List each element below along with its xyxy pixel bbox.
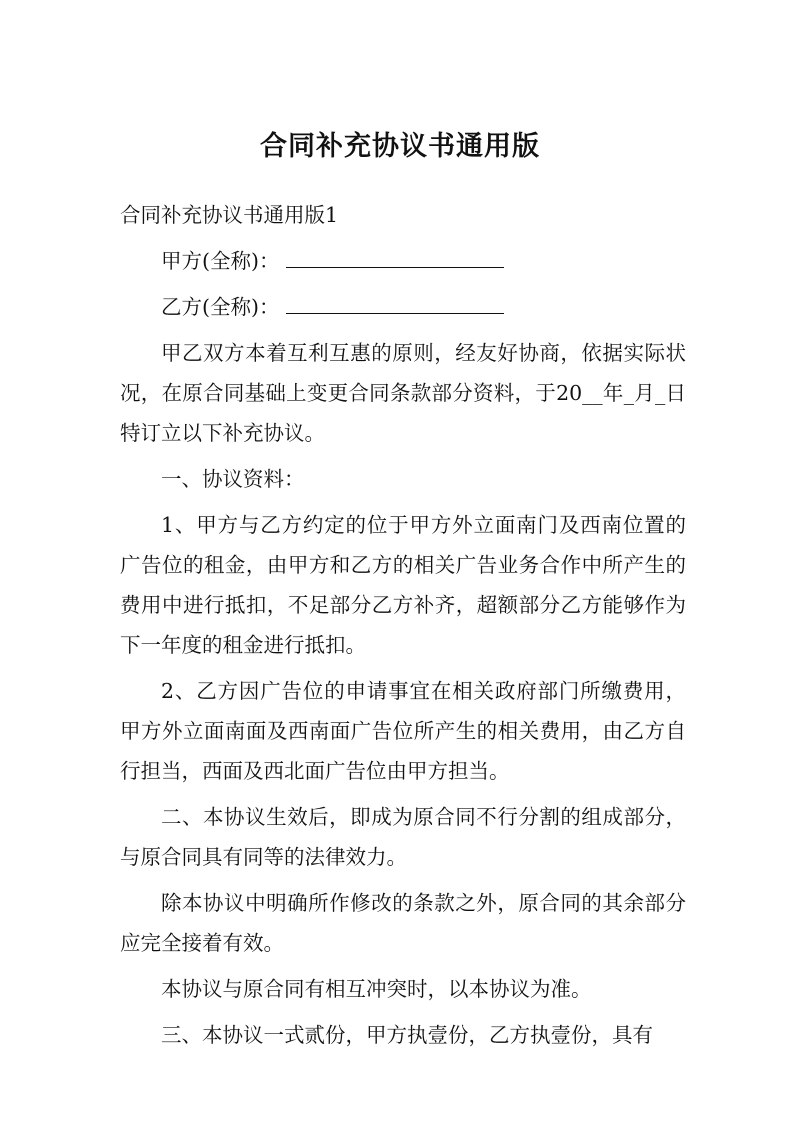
section-heading-3: 三、本协议一式贰份，甲方执壹份，乙方执壹份，具有 xyxy=(161,1023,653,1047)
party-a-label: 甲方(全称)： xyxy=(161,249,280,273)
clause-1: 1、甲方与乙方约定的位于甲方外立面南门及西南位置的广告位的租金，由甲方和乙方的相关广告业务合作中所产生的费用中进行抵扣，不足部分乙方补齐，超额部分乙方能够作为下一年度的租金进行抵扣。 xyxy=(120,513,686,657)
party-a-line xyxy=(120,241,686,281)
party-b-line xyxy=(120,287,686,327)
document-title: 合同补充协议书通用版 xyxy=(260,131,540,162)
paragraph-remaining-valid: 除本协议中明确所作修改的条款之外，原合同的其余部分应完全接着有效。 xyxy=(120,891,686,955)
section-heading-2: 二、本协议生效后，即成为原合同不行分割的组成部分，与原合同具有同等的法律效力。 xyxy=(120,805,686,869)
party-a-blank xyxy=(286,243,504,268)
section-heading-1: 一、协议资料： xyxy=(161,467,305,491)
paragraph-precedence: 本协议与原合同有相互冲突时，以本协议为准。 xyxy=(161,977,592,1001)
document-subtitle: 合同补充协议书通用版1 xyxy=(120,203,339,227)
document-body xyxy=(120,195,686,1061)
party-b-blank xyxy=(286,289,504,314)
party-b-label: 乙方(全称)： xyxy=(161,295,280,319)
clause-2: 2、乙方因广告位的申请事宜在相关政府部门所缴费用，甲方外立面南面及西南面广告位所产生的相关费用，由乙方自行担当，西面及西北面广告位由甲方担当。 xyxy=(120,679,686,783)
paragraph-intro: 甲乙双方本着互利互惠的原则，经友好协商，依据实际状况，在原合同基础上变更合同条款部分资料，于20__年_月_日特订立以下补充协议。 xyxy=(120,341,686,445)
